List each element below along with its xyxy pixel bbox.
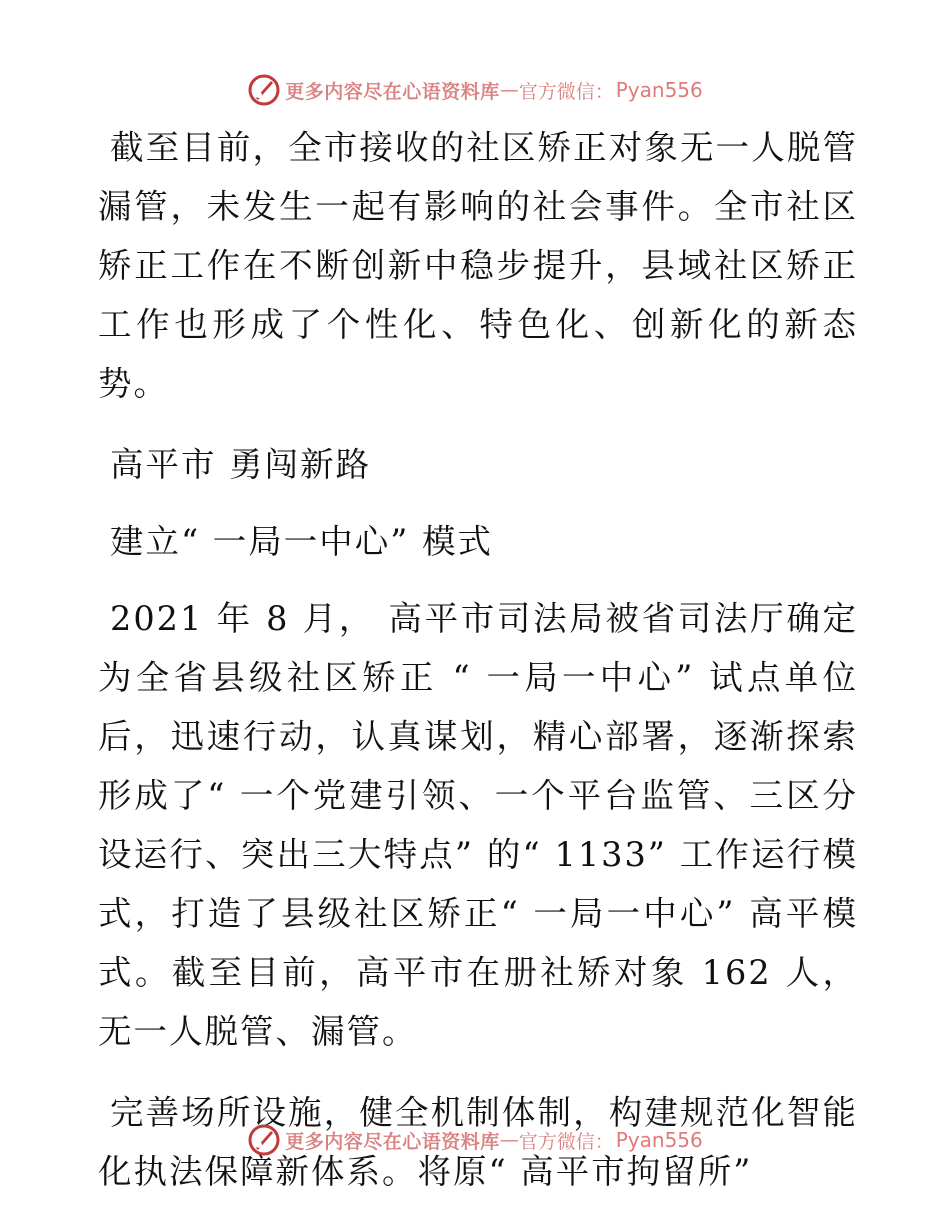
document-body [98, 118, 858, 1223]
watermark-separator: — [499, 79, 519, 101]
section-heading: 高平市 勇闯新路 [110, 445, 372, 484]
section-subheading: 建立“ 一局一中心” 模式 [110, 522, 494, 561]
quill-logo-icon [247, 73, 281, 107]
watermark-header [0, 70, 950, 110]
watermark-label: 官方微信： [518, 1130, 614, 1153]
paragraph-intro: 截至目前，全市接收的社区矫正对象无一人脱管漏管，未发生一起有影响的社会事件。全市社区矫正工作在不断创新中稳步提升，县域社区矫正工作也形成了个性化、特色化、创新化的新态势。 [98, 128, 858, 403]
watermark-wechat-id: Pyan556 [615, 1128, 703, 1152]
watermark-label: 官方微信： [518, 80, 614, 103]
watermark-separator: — [499, 1129, 519, 1151]
paragraph-facilities: 完善场所设施，健全机制体制，构建规范化智能化执法保障新体系。将原“ 高平市拘留所” [98, 1093, 858, 1191]
watermark-footer [0, 1120, 950, 1160]
paragraph-gaoping-model: 2021 年 8 月， 高平市司法局被省司法厅确定为全省县级社区矫正 “ 一局一中心” 试点单位后，迅速行动，认真谋划，精心部署，逐渐探索形成了“ 一个党建引领、一个平台监管、三区分设运行、突出三大特点” 的“ 1133” 工作运行模式，打造了县级社区矫正“ 一局一中心” 高平模式。截至目前，高平市在册社矫对象 162 人，无一人脱管、漏管。 [98, 599, 858, 1051]
quill-logo-icon [247, 1123, 281, 1157]
watermark-wechat-id: Pyan556 [615, 78, 703, 102]
watermark-title: 更多内容尽在心语资料库 [285, 1130, 500, 1153]
watermark-title: 更多内容尽在心语资料库 [285, 80, 500, 103]
